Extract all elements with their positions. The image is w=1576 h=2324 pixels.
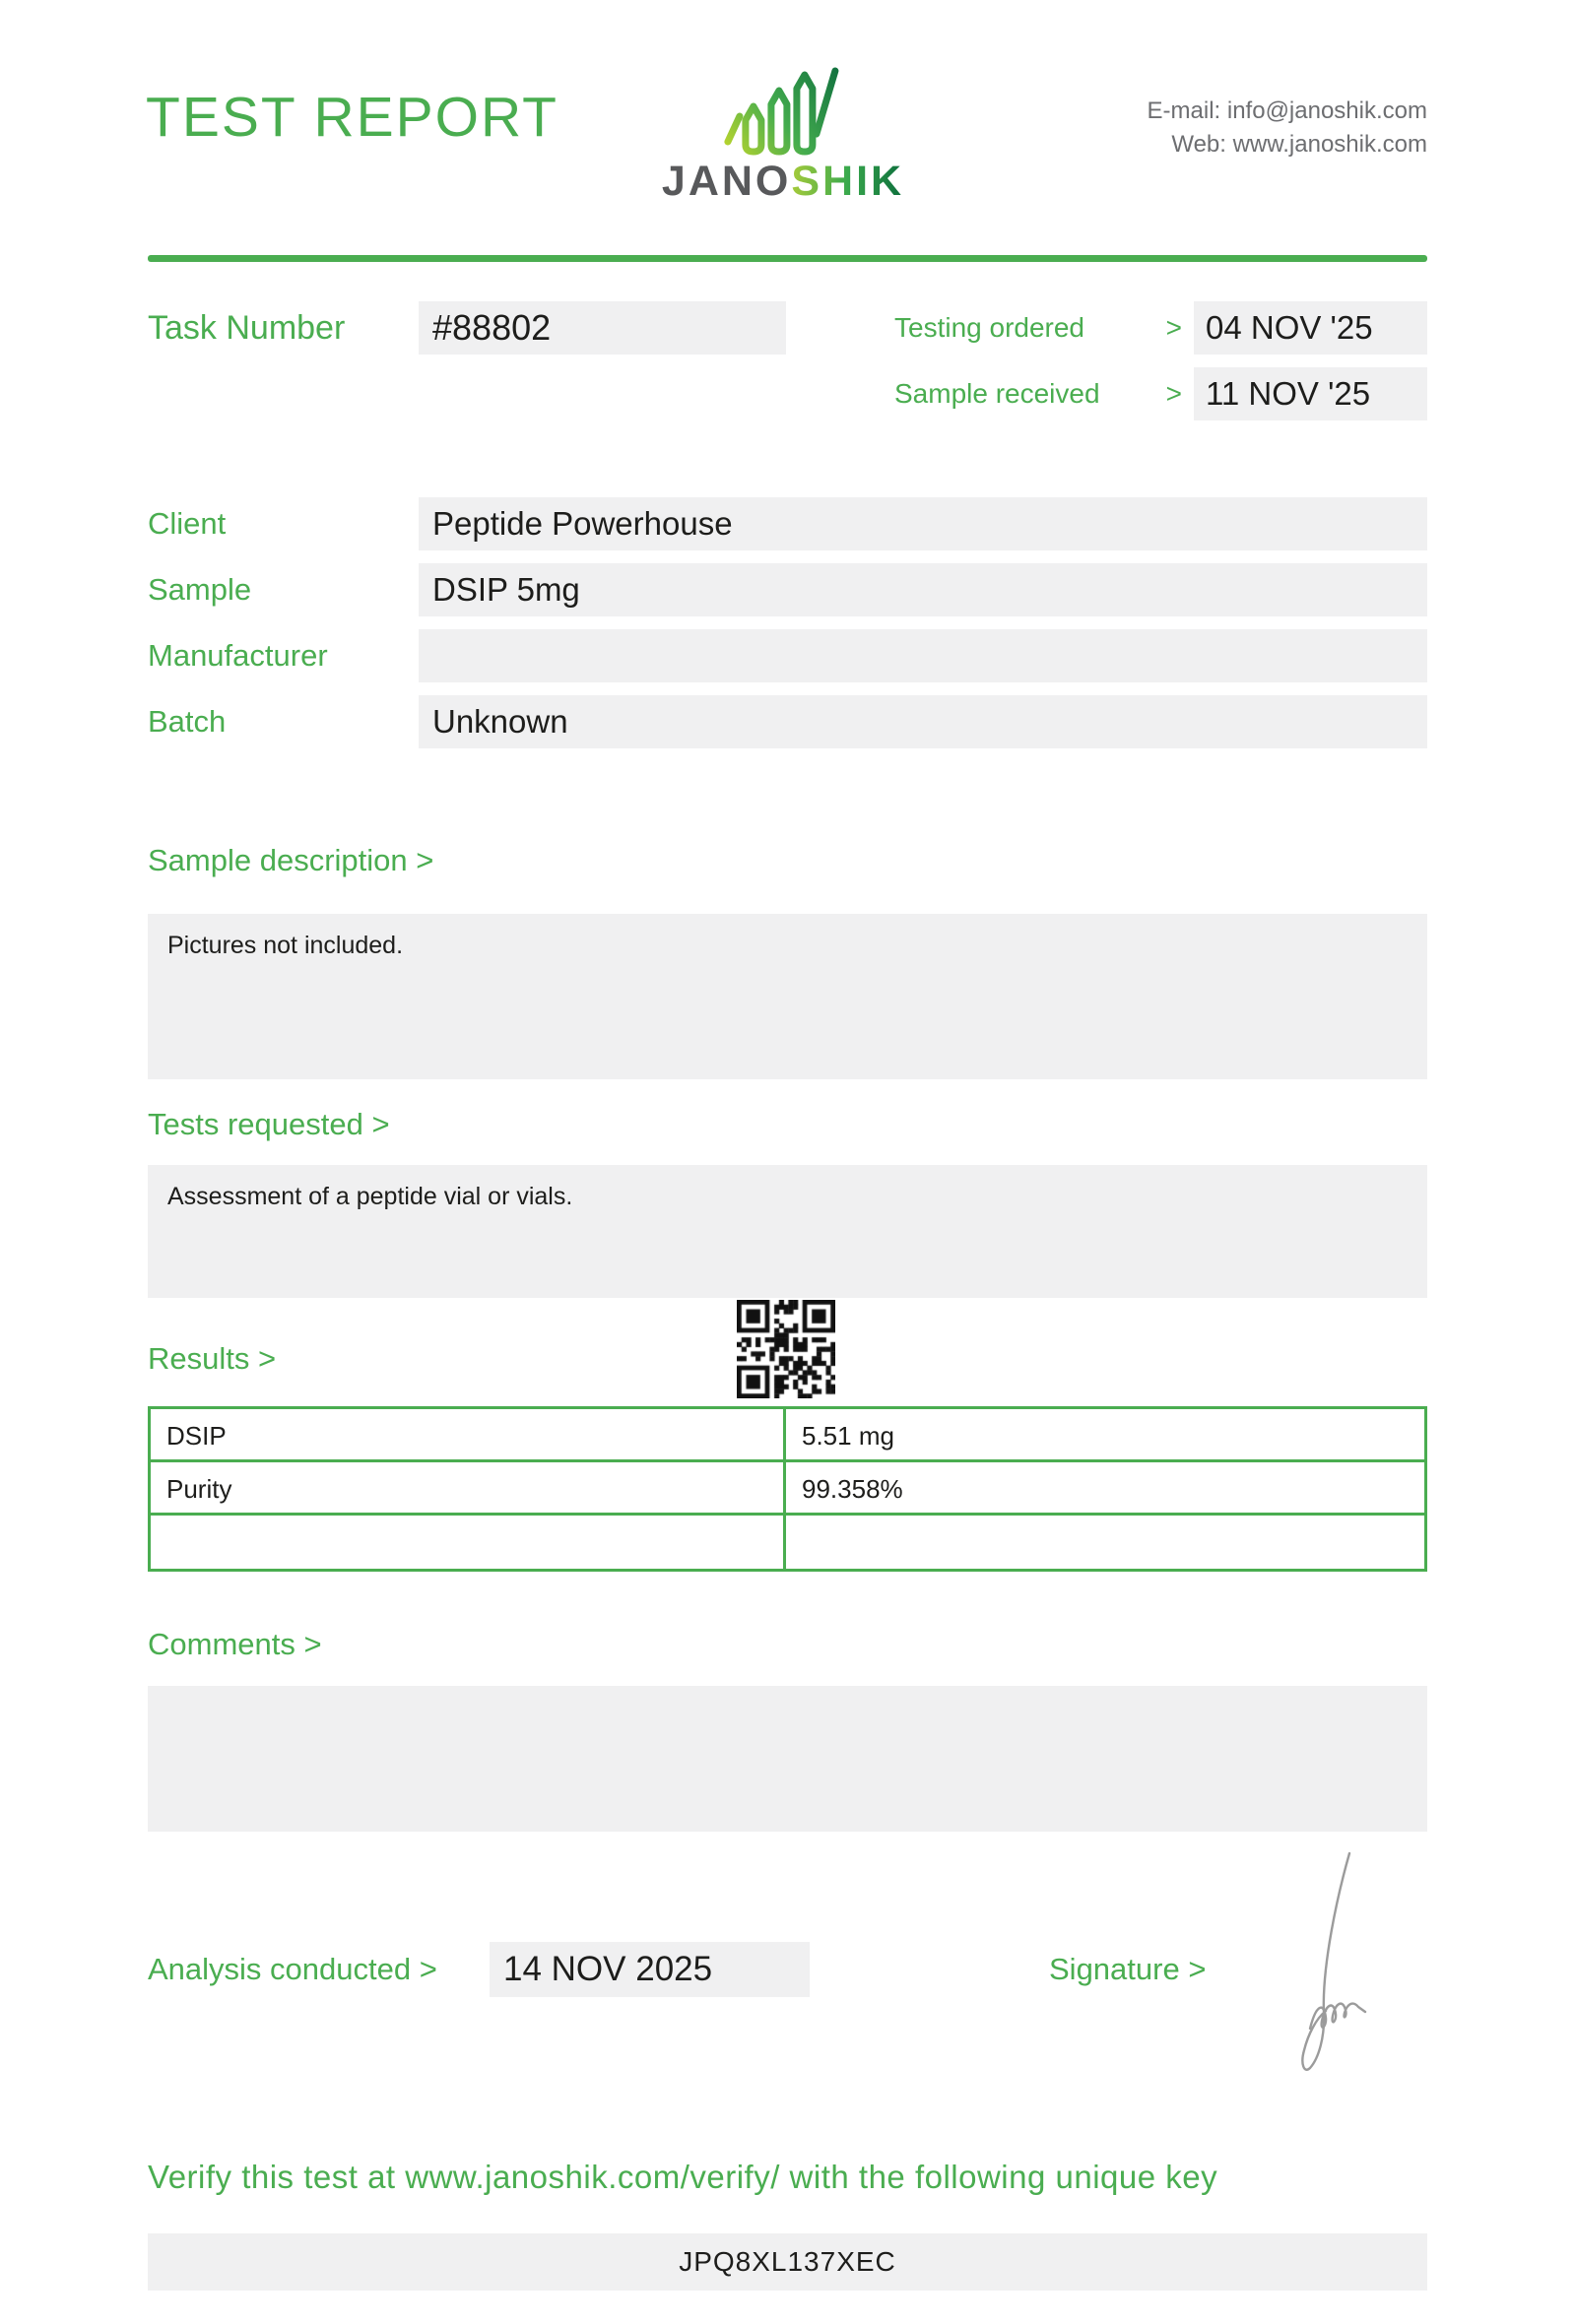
email-line: E-mail: info@janoshik.com: [1147, 97, 1427, 124]
comments-box: [148, 1686, 1427, 1832]
tests-requested-label: Tests requested >: [148, 1107, 390, 1141]
results-table: [148, 1406, 1427, 1572]
testing-ordered-label: Testing ordered: [894, 312, 1085, 343]
result-value-cell: 99.358%: [786, 1462, 1424, 1516]
contact-info: [1148, 95, 1427, 161]
result-name-cell: Purity: [151, 1462, 786, 1516]
results-label: Results >: [148, 1341, 277, 1376]
verify-key: JPQ8XL137XEC: [148, 2233, 1427, 2291]
manufacturer-label: Manufacturer: [148, 638, 328, 673]
verify-instruction: Verify this test at www.janoshik.com/verify/ with the following unique key: [148, 2159, 1218, 2195]
client-value: Peptide Powerhouse: [419, 497, 1427, 550]
tests-requested-box: Assessment of a peptide vial or vials.: [148, 1165, 1427, 1298]
signature-image: [1253, 1849, 1401, 2081]
analysis-conducted-label: Analysis conducted >: [148, 1952, 437, 1986]
janoshik-logo: [662, 63, 904, 206]
analysis-date-value: 14 NOV 2025: [490, 1942, 810, 1997]
result-value-cell: 5.51 mg: [786, 1409, 1424, 1462]
header-divider: [148, 255, 1427, 262]
page-title: TEST REPORT: [146, 86, 558, 149]
logo-shik-text: SHIK: [791, 158, 905, 205]
signature-label: Signature >: [1049, 1952, 1207, 1986]
logo-jano-text: JANO: [661, 158, 792, 205]
manufacturer-value: [419, 629, 1427, 682]
batch-value: Unknown: [419, 695, 1427, 748]
web-line: Web: www.janoshik.com: [1171, 131, 1427, 158]
result-name-cell: DSIP: [151, 1409, 786, 1462]
sample-received-label: Sample received: [894, 378, 1100, 409]
arrow-glyph: >: [1165, 378, 1182, 409]
testing-ordered-row: [894, 301, 1182, 355]
qr-code: [737, 1300, 835, 1398]
sample-label: Sample: [148, 572, 252, 607]
result-value-cell: [786, 1516, 1424, 1569]
sample-value: DSIP 5mg: [419, 563, 1427, 616]
task-number-label: Task Number: [148, 309, 346, 347]
sample-description-box: Pictures not included.: [148, 914, 1427, 1079]
sample-description-label: Sample description >: [148, 843, 434, 877]
comments-label: Comments >: [148, 1627, 322, 1661]
batch-label: Batch: [148, 704, 227, 739]
sample-received-row: [894, 367, 1182, 420]
sample-received-value: 11 NOV '25: [1194, 367, 1427, 420]
client-label: Client: [148, 506, 227, 541]
testing-ordered-value: 04 NOV '25: [1194, 301, 1427, 355]
result-name-cell: [151, 1516, 786, 1569]
task-number-value: #88802: [419, 301, 786, 355]
logo-wordmark: [662, 158, 904, 206]
bar-chart-logo-icon: [721, 63, 845, 156]
arrow-glyph: >: [1165, 312, 1182, 343]
